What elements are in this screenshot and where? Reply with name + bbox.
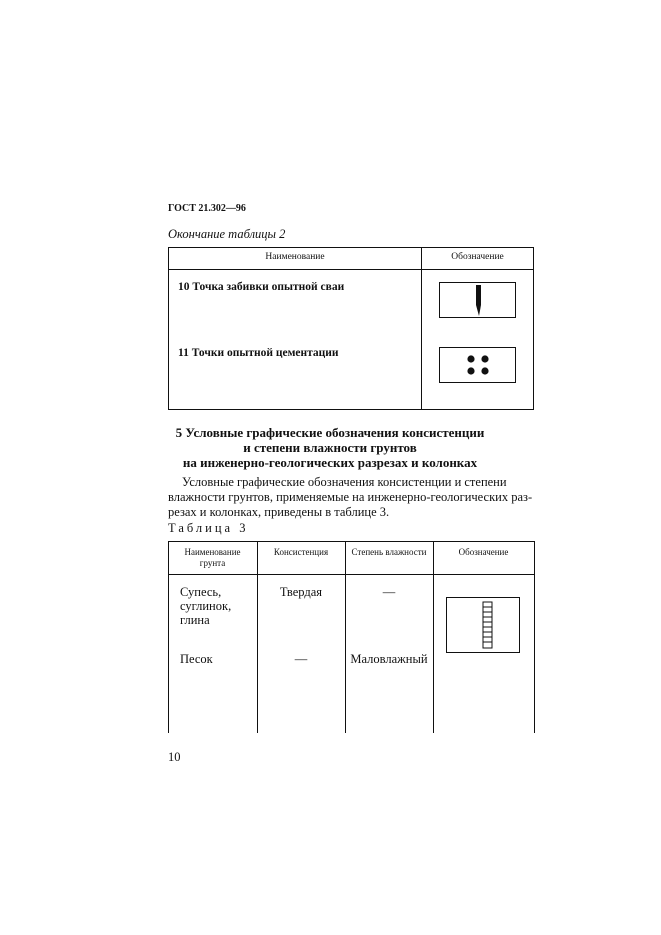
table3-row1-moisture: — bbox=[382, 585, 396, 599]
paragraph-line: влажности грунтов, применяемые на инженерно-геологических раз- bbox=[168, 490, 533, 504]
page-number: 10 bbox=[168, 750, 181, 764]
table3-row2-consistency: — bbox=[294, 652, 308, 666]
table3-column-line bbox=[433, 541, 434, 733]
table3-row2-soil: Песок bbox=[180, 652, 213, 666]
section-5-title bbox=[160, 425, 500, 470]
pile-point-icon bbox=[439, 282, 516, 318]
cell-line: Супесь, bbox=[180, 585, 222, 599]
table3-column-line bbox=[345, 541, 346, 733]
paragraph-line: резах и колонках, приведены в таблице 3. bbox=[168, 505, 390, 519]
table3-top-border bbox=[168, 541, 535, 542]
cell-line: глина bbox=[180, 613, 210, 627]
table2-caption: Окончание таблицы 2 bbox=[168, 227, 286, 241]
table3-row1-soil bbox=[180, 585, 231, 627]
table3-column-line bbox=[168, 541, 169, 733]
hatched-column-icon bbox=[446, 597, 520, 653]
cementation-points-icon bbox=[439, 347, 516, 383]
table2-row-11-name: 11 Точки опытной цементации bbox=[178, 347, 339, 359]
header-line: Наименование bbox=[184, 547, 241, 557]
table3-header-soil bbox=[168, 547, 257, 569]
document-code: ГОСТ 21.302—96 bbox=[168, 203, 246, 214]
cell-line: суглинок, bbox=[180, 599, 232, 613]
table3-header-border bbox=[168, 574, 535, 575]
table2 bbox=[168, 247, 534, 410]
section-title-line: и степени влажности грунтов bbox=[243, 440, 417, 455]
table3-header-symbol: Обозначение bbox=[458, 547, 509, 557]
table2-header-name: Наименование bbox=[265, 252, 325, 262]
header-line: грунта bbox=[199, 558, 226, 568]
paragraph-line: Условные графические обозначения консистенции и степени bbox=[182, 475, 507, 489]
table3-header-consistency: Консистенция bbox=[273, 547, 329, 557]
table2-bottom-border bbox=[168, 409, 534, 410]
section-title-line: 5 Условные графические обозначения консистенции bbox=[175, 425, 485, 440]
table2-column-divider bbox=[421, 248, 422, 410]
table3-column-line bbox=[534, 541, 535, 733]
table2-header-symbol: Обозначение bbox=[451, 252, 504, 262]
table3-row1-consistency: Твердая bbox=[279, 585, 323, 599]
section-title-line: на инженерно-геологических разрезах и колонках bbox=[182, 455, 478, 470]
section-5-paragraph bbox=[168, 475, 535, 520]
table3-header-moisture: Степень влажности bbox=[351, 547, 427, 557]
table3-row2-moisture: Маловлажный bbox=[350, 652, 428, 666]
table2-row-10-name: 10 Точка забивки опытной сваи bbox=[178, 281, 345, 293]
table3-column-line bbox=[257, 541, 258, 733]
table3-caption: Таблица 3 bbox=[168, 521, 249, 535]
